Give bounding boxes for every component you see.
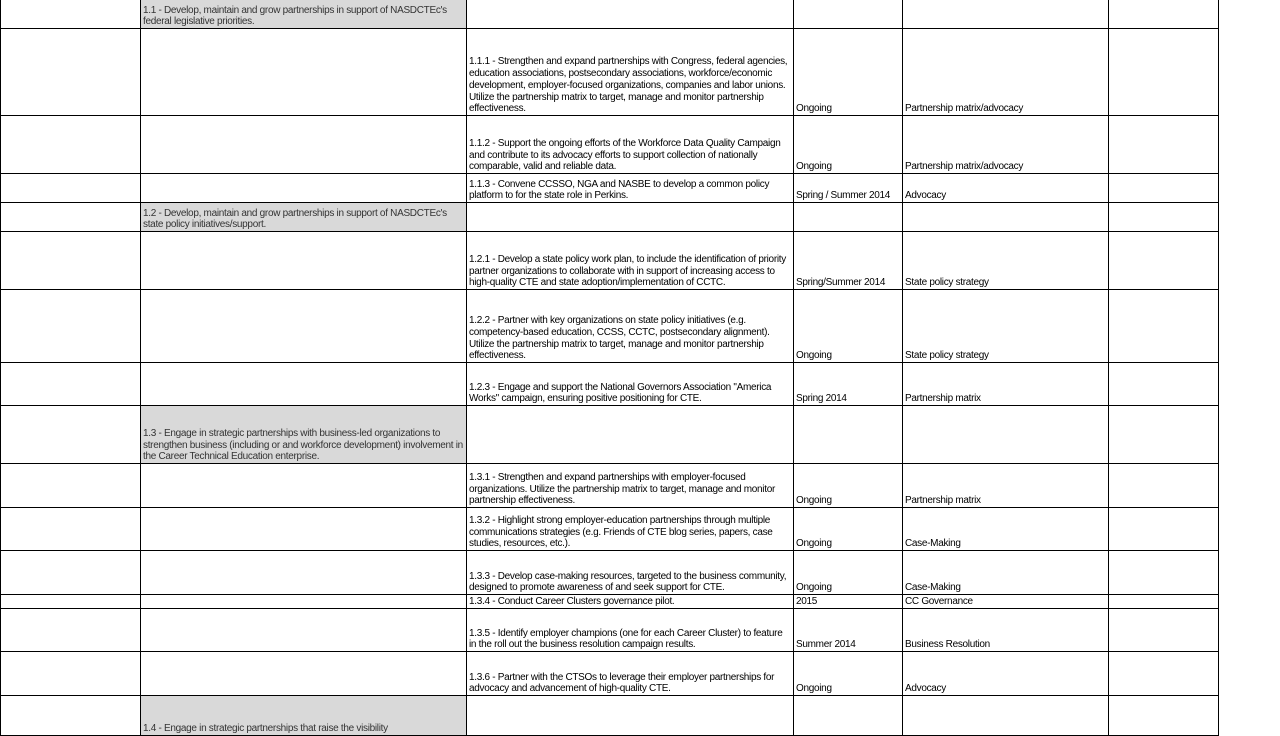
- empty-cell: [141, 508, 467, 551]
- timeline-cell: Ongoing: [794, 508, 903, 551]
- tactic-row: [1, 464, 1219, 508]
- empty-cell: [1109, 29, 1219, 116]
- timeline-cell: Ongoing: [794, 29, 903, 116]
- empty-cell: [1, 290, 141, 363]
- tactic-cell: 1.1.3 - Convene CCSSO, NGA and NASBE to develop a common policy platform to for the state role in Perkins.: [467, 174, 794, 203]
- tactic-cell: 1.1.2 - Support the ongoing efforts of the Workforce Data Quality Campaign and contribute to its advocacy efforts to support collection of nationally comparable, valid and reliable data.: [467, 116, 794, 174]
- tactic-cell: 1.3.1 - Strengthen and expand partnerships with employer-focused organizations. Utilize the partnership matrix to target, manage and monitor partnership effectiveness.: [467, 464, 794, 508]
- tactic-cell: 1.3.5 - Identify employer champions (one for each Career Cluster) to feature in the roll out the business resolution campaign results.: [467, 609, 794, 652]
- tactic-row: [1, 232, 1219, 290]
- empty-cell: [1, 0, 141, 29]
- strategy-cell: 1.3 - Engage in strategic partnerships with business-led organizations to strengthen business (including or and workforce development) involvement in the Career Technical Education enterprise.: [141, 406, 467, 464]
- empty-cell: [1109, 609, 1219, 652]
- timeline-cell: [794, 203, 903, 232]
- empty-cell: [141, 595, 467, 609]
- empty-cell: [141, 464, 467, 508]
- timeline-cell: Spring 2014: [794, 363, 903, 406]
- project-cell: [903, 406, 1109, 464]
- timeline-cell: Ongoing: [794, 652, 903, 696]
- timeline-cell: [794, 406, 903, 464]
- tactic-row: [1, 508, 1219, 551]
- timeline-cell: [794, 0, 903, 29]
- strategy-cell: 1.1 - Develop, maintain and grow partnerships in support of NASDCTEc's federal legislative priorities.: [141, 0, 467, 29]
- project-cell: Partnership matrix: [903, 363, 1109, 406]
- empty-cell: [1109, 174, 1219, 203]
- empty-cell: [1, 652, 141, 696]
- empty-cell: [141, 174, 467, 203]
- empty-cell: [141, 551, 467, 595]
- strategy-row: [1, 406, 1219, 464]
- empty-cell: [1, 609, 141, 652]
- empty-cell: [1109, 0, 1219, 29]
- empty-cell: [1, 595, 141, 609]
- empty-cell: [1109, 232, 1219, 290]
- strategy-row: [1, 696, 1219, 736]
- tactic-row: [1, 174, 1219, 203]
- strategy-row: [1, 203, 1219, 232]
- tactic-row: [1, 363, 1219, 406]
- project-cell: State policy strategy: [903, 290, 1109, 363]
- empty-cell: [141, 363, 467, 406]
- tactic-cell: 1.3.6 - Partner with the CTSOs to leverage their employer partnerships for advocacy and advancement of high-quality CTE.: [467, 652, 794, 696]
- project-cell: Advocacy: [903, 652, 1109, 696]
- empty-cell: [1109, 203, 1219, 232]
- empty-cell: [1, 551, 141, 595]
- empty-cell: [1109, 116, 1219, 174]
- project-cell: Case-Making: [903, 551, 1109, 595]
- tactic-row: [1, 652, 1219, 696]
- tactic-cell: [467, 406, 794, 464]
- empty-cell: [141, 232, 467, 290]
- empty-cell: [1, 29, 141, 116]
- project-cell: Advocacy: [903, 174, 1109, 203]
- tactic-cell: [467, 696, 794, 736]
- empty-cell: [1, 406, 141, 464]
- strategy-row: [1, 0, 1219, 29]
- empty-cell: [141, 116, 467, 174]
- project-cell: Business Resolution: [903, 609, 1109, 652]
- timeline-cell: Summer 2014: [794, 609, 903, 652]
- empty-cell: [1, 696, 141, 736]
- timeline-cell: Spring/Summer 2014: [794, 232, 903, 290]
- empty-cell: [1109, 696, 1219, 736]
- tactic-cell: 1.2.1 - Develop a state policy work plan, to include the identification of priority partner organizations to collaborate with in support of increasing access to high-quality CTE and state adoption/implementation of CCTC.: [467, 232, 794, 290]
- tactic-row: [1, 29, 1219, 116]
- tactic-cell: 1.3.3 - Develop case-making resources, targeted to the business community, designed to promote awareness of and seek support for CTE.: [467, 551, 794, 595]
- tactic-row: [1, 116, 1219, 174]
- empty-cell: [1109, 290, 1219, 363]
- timeline-cell: Ongoing: [794, 290, 903, 363]
- strategy-cell: 1.4 - Engage in strategic partnerships that raise the visibility: [141, 696, 467, 736]
- project-cell: [903, 0, 1109, 29]
- tactic-cell: 1.3.2 - Highlight strong employer-education partnerships through multiple communications strategies (e.g. Friends of CTE blog series, papers, case studies, resources, etc.).: [467, 508, 794, 551]
- empty-cell: [1109, 652, 1219, 696]
- empty-cell: [1, 363, 141, 406]
- project-cell: Case-Making: [903, 508, 1109, 551]
- project-cell: [903, 696, 1109, 736]
- project-cell: Partnership matrix/advocacy: [903, 116, 1109, 174]
- empty-cell: [141, 290, 467, 363]
- tactic-cell: 1.2.2 - Partner with key organizations on state policy initiatives (e.g. competency-based education, CCSS, CCTC, postsecondary alignment). Utilize the partnership matrix to target, manage and monitor partnership effectiveness.: [467, 290, 794, 363]
- empty-cell: [141, 609, 467, 652]
- empty-cell: [1109, 508, 1219, 551]
- empty-cell: [1109, 464, 1219, 508]
- tactic-cell: 1.2.3 - Engage and support the National Governors Association "America Works" campaign, ensuring positive positioning for CTE.: [467, 363, 794, 406]
- tactic-row: [1, 290, 1219, 363]
- empty-cell: [141, 652, 467, 696]
- empty-cell: [1109, 406, 1219, 464]
- tactic-cell: 1.1.1 - Strengthen and expand partnerships with Congress, federal agencies, education associations, postsecondary associations, workforce/economic development, employer-focused organizations, companies and labor unions. Utilize the partnership matrix to target, manage and monitor partnership effectiveness.: [467, 29, 794, 116]
- timeline-cell: 2015: [794, 595, 903, 609]
- tactic-cell: 1.3.4 - Conduct Career Clusters governance pilot.: [467, 595, 794, 609]
- empty-cell: [1, 508, 141, 551]
- empty-cell: [1109, 551, 1219, 595]
- empty-cell: [1, 232, 141, 290]
- empty-cell: [1, 174, 141, 203]
- project-cell: Partnership matrix/advocacy: [903, 29, 1109, 116]
- project-cell: CC Governance: [903, 595, 1109, 609]
- empty-cell: [1109, 363, 1219, 406]
- project-cell: Partnership matrix: [903, 464, 1109, 508]
- tactic-row: [1, 551, 1219, 595]
- tactic-cell: [467, 0, 794, 29]
- timeline-cell: [794, 696, 903, 736]
- timeline-cell: Spring / Summer 2014: [794, 174, 903, 203]
- timeline-cell: Ongoing: [794, 551, 903, 595]
- tactic-row: [1, 609, 1219, 652]
- empty-cell: [1, 464, 141, 508]
- empty-cell: [141, 29, 467, 116]
- tactic-cell: [467, 203, 794, 232]
- project-cell: [903, 203, 1109, 232]
- empty-cell: [1, 116, 141, 174]
- tactic-row: [1, 595, 1219, 609]
- empty-cell: [1, 203, 141, 232]
- empty-cell: [1109, 595, 1219, 609]
- timeline-cell: Ongoing: [794, 116, 903, 174]
- strategy-cell: 1.2 - Develop, maintain and grow partnerships in support of NASDCTEc's state policy initiatives/support.: [141, 203, 467, 232]
- project-cell: State policy strategy: [903, 232, 1109, 290]
- timeline-cell: Ongoing: [794, 464, 903, 508]
